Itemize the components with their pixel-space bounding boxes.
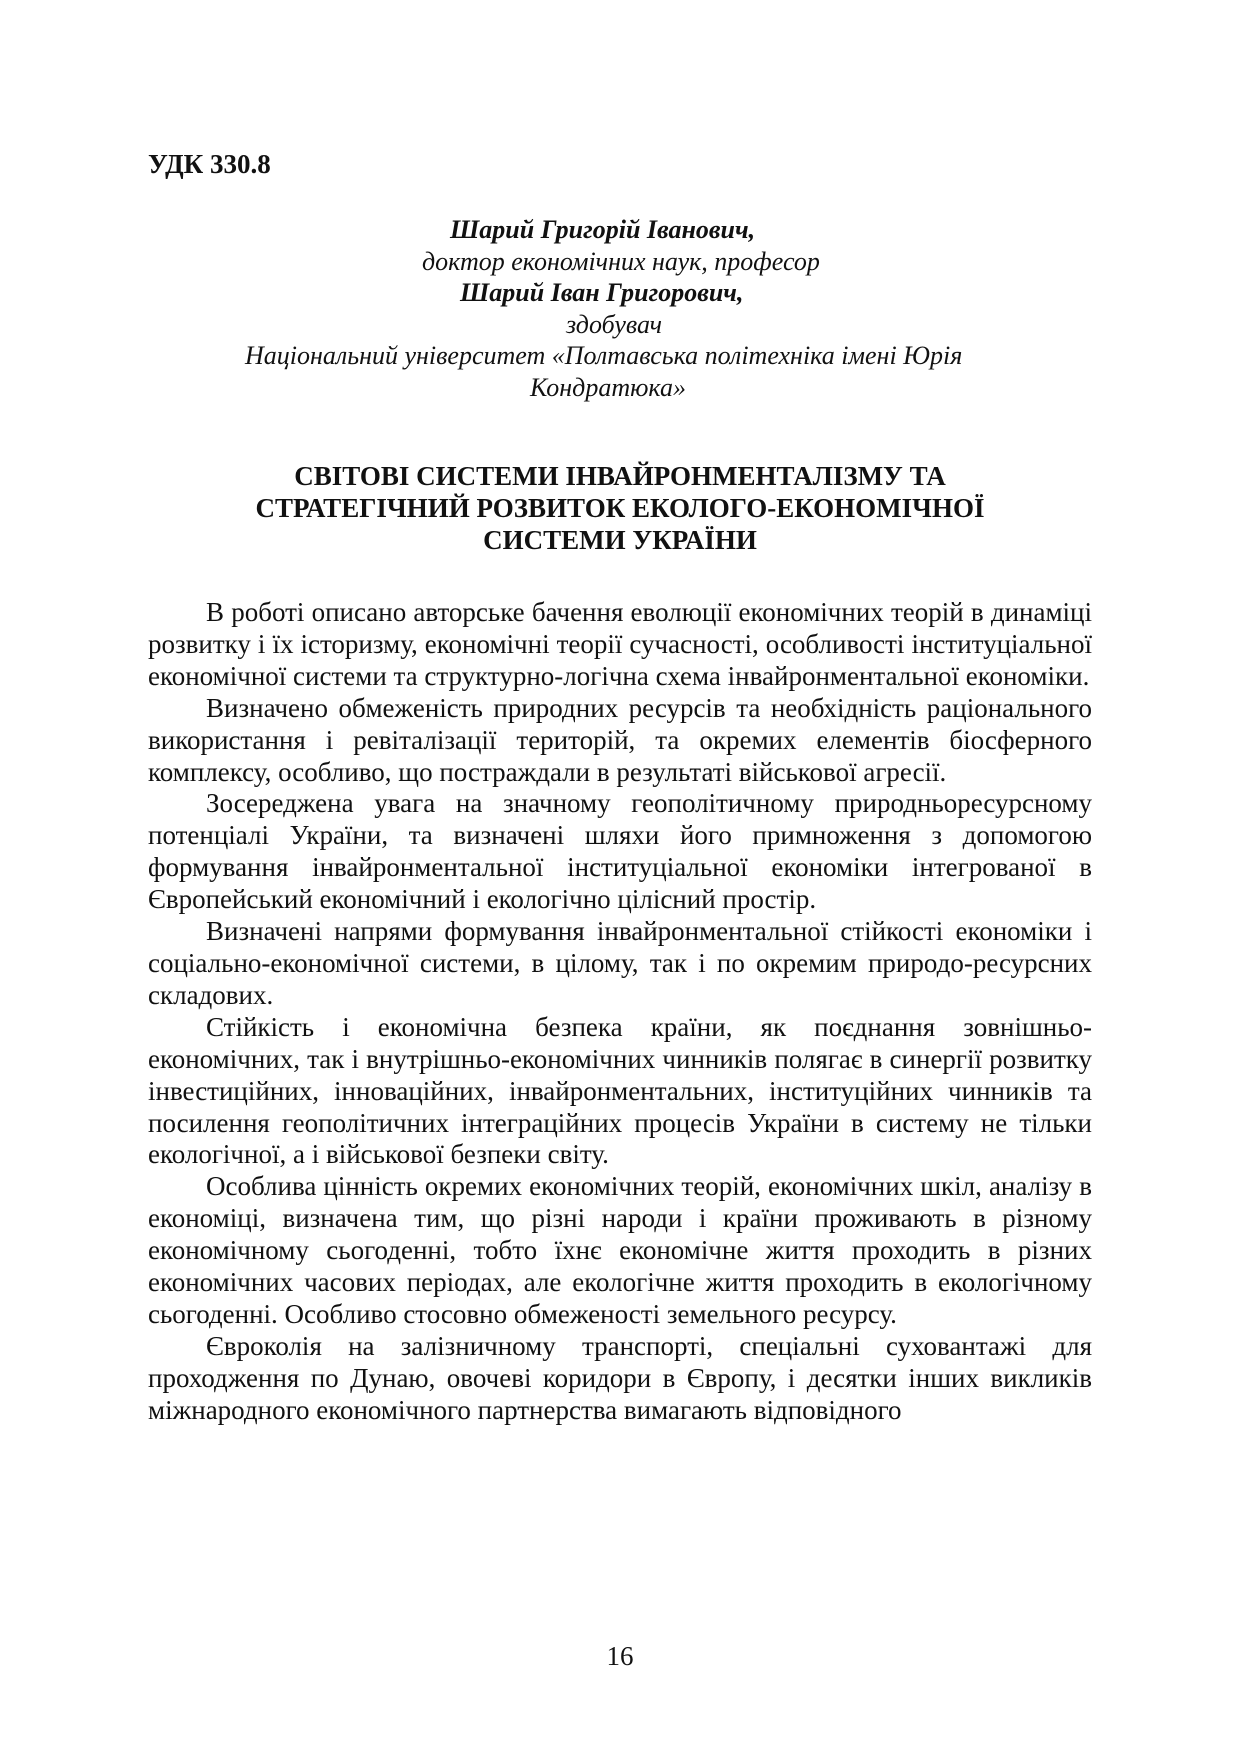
affiliation-line1: Національний університет «Полтавська політехніка імені Юрія	[245, 341, 963, 370]
paragraph-3: Зосереджена увага на значному геополітичному природньоресурсному потенціалі України, та визначені шляхи його примноження з допомогою формування інвайронментальної інституціальної економіки інтегрованої в Європейський економічний і екологічно цілісний простір.	[148, 788, 1092, 915]
paragraph-2: Визначено обмеженість природних ресурсів та необхідність раціонального використання і ревіталізації територій, та окремих елементів біосферного комплексу, особливо, що постраждали в результаті військової агресії.	[148, 692, 1092, 787]
paragraph-4: Визначені напрями формування інвайронментальної стійкості економіки і соціально-економічної системи, в цілому, так і по окремим природо-ресурсних складових.	[148, 916, 1092, 1010]
author1-name: Шарий Григорій Іванович,	[450, 215, 756, 244]
paragraph-5: Стійкість і економічна безпека країни, як поєднання зовнішньо-економічних, так і внутрішньо-економічних чинників полягає в синергії розвитку інвестиційних, інноваційних, інвайронментальних, інституційних чинників та посилення геополітичних інтеграційних процесів України в систему не тільки екологічної, а і військової безпеки світу.	[148, 1011, 1092, 1170]
paragraph-6: Особлива цінність окремих економічних теорій, економічних шкіл, аналізу в економіці, визначена тим, що різні народи і країни проживають в різному економічному сьогоденні, тобто їхнє економічне життя проходить в різних економічних часових періодах, але екологічне життя проходить в екологічному сьогоденні. Особливо стосовно обмеженості земельного ресурсу.	[148, 1171, 1092, 1329]
title-line-1: СВІТОВІ СИСТЕМИ ІНВАЙРОНМЕНТАЛІЗМУ ТА	[294, 461, 946, 491]
author-block	[240, 214, 1080, 403]
title-line-2: СТРАТЕГІЧНИЙ РОЗВИТОК ЕКОЛОГО-ЕКОНОМІЧНОЇ	[255, 493, 985, 523]
author2-position: здобувач	[566, 309, 663, 339]
paper-title	[148, 460, 1092, 556]
author1-position: доктор економічних наук, професор	[422, 246, 820, 276]
body-text	[148, 597, 1092, 1427]
author2-name: Шарий Іван Григорович,	[460, 278, 744, 307]
paragraph-1: В роботі описано авторське бачення еволюції економічних теорій в динаміці розвитку і їх історизму, економічні теорії сучасності, особливості інституціальної економічної системи та структурно-логічна схема інвайронментальної економіки.	[148, 597, 1092, 691]
udk-code: УДК 330.8	[148, 149, 271, 179]
page-number: 16	[606, 1641, 634, 1671]
paragraph-7: Євроколія на залізничному транспорті, спеціальні суховантажі для проходження по Дунаю, овочеві коридори в Європу, і десятки інших викликів міжнародного економічного партнерства вимагають відповідного	[148, 1330, 1092, 1425]
affiliation-line2: Кондратюка»	[530, 372, 686, 402]
title-line-3: СИСТЕМИ УКРАЇНИ	[483, 525, 757, 555]
